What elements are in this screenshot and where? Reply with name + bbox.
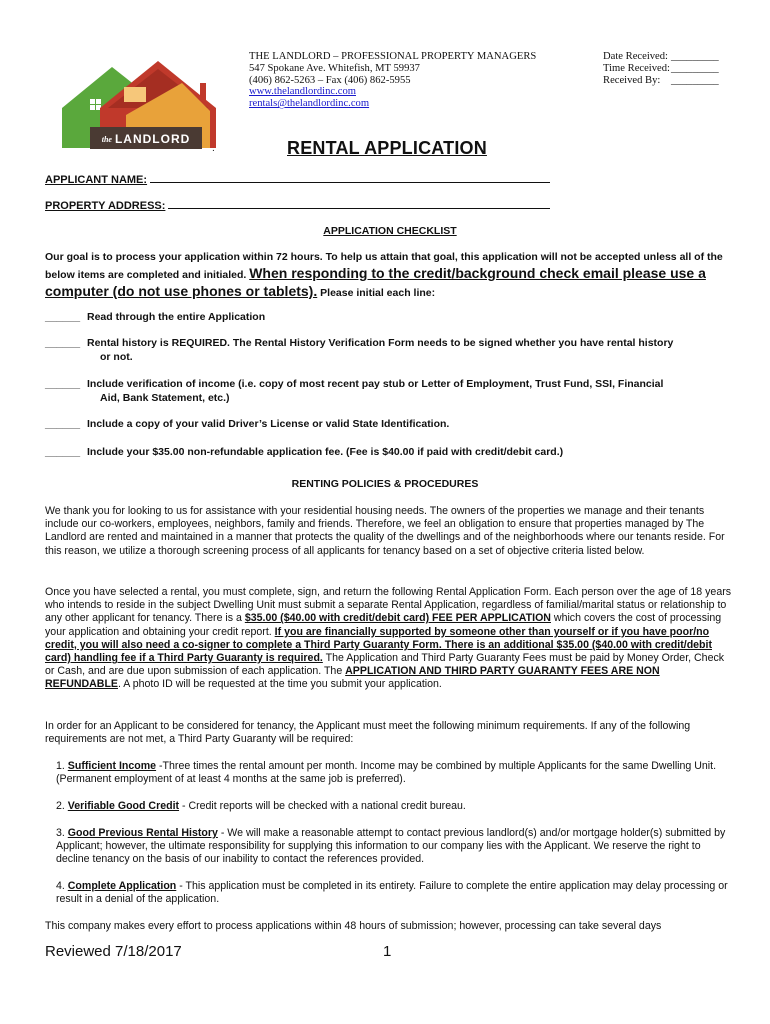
p2-text-c: The Application and Third Party Guaranty Fees must be paid by Money Order, Check or Cash, and are due upon submission of each application. The (45, 652, 725, 678)
checklist-item-text: Rental history is REQUIRED. The Rental History Verification Form needs to be signed whether you have rental history (87, 337, 674, 349)
requirement-heading: Complete Application (67, 880, 177, 892)
applicant-name-label: APPLICANT NAME: (45, 174, 148, 186)
requirement-number: 4. (56, 880, 68, 892)
requirement-item (56, 760, 736, 786)
cosigner-notice: If you are financially supported by someone other than yourself or if you have poor/no credit, you will also need a co-signer to complete a Third Party Guaranty Form. There is an additional $35.00 ($40.00 with credit/debit card) handling fee if a Third Party Guaranty is required. (45, 625, 712, 665)
requirement-number: 1. (56, 760, 68, 772)
policies-paragraph-4: This company makes every effort to process applications within 48 hours of submission; however, processing can take several days (45, 920, 662, 932)
initial-blank[interactable]: ______ (45, 311, 81, 323)
requirement-text: -Three times the rental amount per month. Income may be combined by multiple Applicants for the same Dwelling Unit. (Permanent employment of at least 4 months at the same job is preferred). (56, 760, 717, 786)
requirement-text: - Credit reports will be checked with a national credit bureau. (179, 800, 466, 812)
checklist-title-row (0, 225, 770, 237)
logo-text-small: the (101, 134, 112, 144)
requirement-number: 2. (56, 800, 68, 812)
checklist-intro (45, 250, 745, 301)
checklist-title: APPLICATION CHECKLIST (323, 225, 457, 237)
company-website-link[interactable]: www.thelandlordinc.com (249, 86, 356, 98)
time-received-blank[interactable]: _________ (671, 62, 719, 74)
goal-computer-notice: When responding to the credit/background check email please use a computer (do not use phones or tablets). (45, 265, 706, 299)
reviewed-date: Reviewed 7/18/2017 (45, 943, 182, 960)
time-received-label: Time Received: (603, 62, 670, 74)
page-number: 1 (383, 943, 392, 960)
initial-blank[interactable]: ______ (45, 378, 81, 390)
date-received-blank[interactable]: _________ (671, 51, 719, 62)
checklist-item (45, 378, 735, 405)
checklist-item-text: Read through the entire Application (87, 311, 266, 323)
checklist-item (45, 337, 735, 364)
requirement-text: - This application must be completed in its entirety. Failure to complete the entire application may delay processing or result in a denial of the application. (56, 880, 728, 906)
requirement-heading: Verifiable Good Credit (67, 800, 180, 812)
property-address-row (45, 198, 550, 212)
applicant-name-row (45, 172, 550, 186)
property-address-field[interactable] (168, 198, 550, 209)
initial-blank[interactable]: ______ (45, 337, 81, 349)
policies-title: RENTING POLICIES & PROCEDURES (291, 478, 479, 490)
page-title: RENTAL APPLICATION (287, 138, 487, 158)
received-by-label: Received By: (603, 74, 661, 86)
checklist-item-cont: Aid, Bank Statement, etc.) (100, 391, 230, 404)
non-refundable-notice: APPLICATION AND THIRD PARTY GUARANTY FEES ARE NON REFUNDABLE (45, 665, 660, 691)
applicant-name-field[interactable] (150, 172, 550, 183)
received-by-blank[interactable]: _________ (671, 74, 719, 86)
goal-initial-instruction: Please initial each line: (317, 287, 436, 299)
checklist-item-text: Include a copy of your valid Driver’s License or valid State Identification. (87, 418, 450, 430)
logo-text-big: LANDLORD (114, 132, 191, 146)
company-logo: the LANDLORD . (60, 53, 220, 153)
checklist-item-cont: or not. (100, 350, 133, 363)
company-phone: (406) 862-5263 – Fax (406) 862-5955 (249, 74, 411, 86)
date-received-label: Date Received: (603, 51, 669, 62)
checklist-item (45, 311, 735, 325)
policies-paragraph-1: We thank you for looking to us for assistance with your residential housing needs. The owners of the properties we manage and their tenants include our co-workers, employees, neighbors, family and friends. Therefore, we feel an obligation to ensure that properties managed by The Landlord are rented and maintained in a manner that protects the quality of the dwellings and of the neighborhoods where our tenants reside. For this reason, we utilize a thorough screening process of all applicants for tenancy based on a set of objective criteria listed below. (45, 505, 725, 557)
application-fee-notice: $35.00 ($40.00 with credit/debit card) FEE PER APPLICATION (244, 612, 551, 625)
received-block (603, 51, 719, 86)
p2-text-a: Once you have selected a rental, you must complete, sign, and return the following Rental Application Form. Each person over the age of 18 years who intends to reside in the subject Dwelling Unit must submit a separate Rental Application, regardless of familial/marital status or relationship to any other applicant for tenancy. There is a (45, 586, 732, 625)
property-address-label: PROPERTY ADDRESS: (45, 200, 166, 212)
checklist-item-text: Include verification of income (i.e. copy of most recent pay stub or Letter of Employment, Trust Fund, SSI, Financial (87, 378, 664, 390)
checklist-item (45, 418, 735, 432)
requirement-item (56, 800, 736, 813)
requirement-heading: Good Previous Rental History (67, 827, 218, 839)
checklist-item (45, 446, 735, 460)
p2-text-d: . A photo ID will be requested at the time you submit your application. (117, 678, 442, 691)
requirement-text: - We will make a reasonable attempt to contact previous landlord(s) and/or mortgage holder(s) submitted by Applicant; however, the ultimate responsibility for supplying this information to our company lies with the Applicant. We reserve the right to decline tenancy on the basis of our inability to contact the references provided. (56, 827, 726, 866)
company-address: 547 Spokane Ave. Whitefish, MT 59937 (249, 62, 420, 74)
initial-blank[interactable]: ______ (45, 418, 81, 430)
requirement-heading: Sufficient Income (67, 760, 157, 772)
checklist-item-text: Include your $35.00 non-refundable application fee. (Fee is $40.00 if paid with credit/debit card.) (87, 446, 564, 458)
policies-paragraph-3: In order for an Applicant to be considered for tenancy, the Applicant must meet the following minimum requirements. If any of the following requirements are not met, a Third Party Guaranty will be required: (45, 720, 691, 746)
company-email-link[interactable]: rentals@thelandlordinc.com (249, 98, 370, 110)
requirement-item (56, 880, 736, 906)
goal-text: Our goal is to process your application within 72 hours. To help us attain that goal, this application will not be accepted unless all of the below items are completed and initialed. (45, 251, 723, 281)
requirement-item (56, 827, 736, 867)
initial-blank[interactable]: ______ (45, 446, 81, 458)
requirement-number: 3. (56, 827, 68, 839)
policies-paragraph-2 (45, 586, 735, 692)
company-header (249, 51, 536, 110)
p2-text-b: which covers the cost of processing your application and obtaining your credit report. (45, 612, 722, 638)
company-name: THE LANDLORD – PROFESSIONAL PROPERTY MANAGERS (249, 51, 537, 62)
